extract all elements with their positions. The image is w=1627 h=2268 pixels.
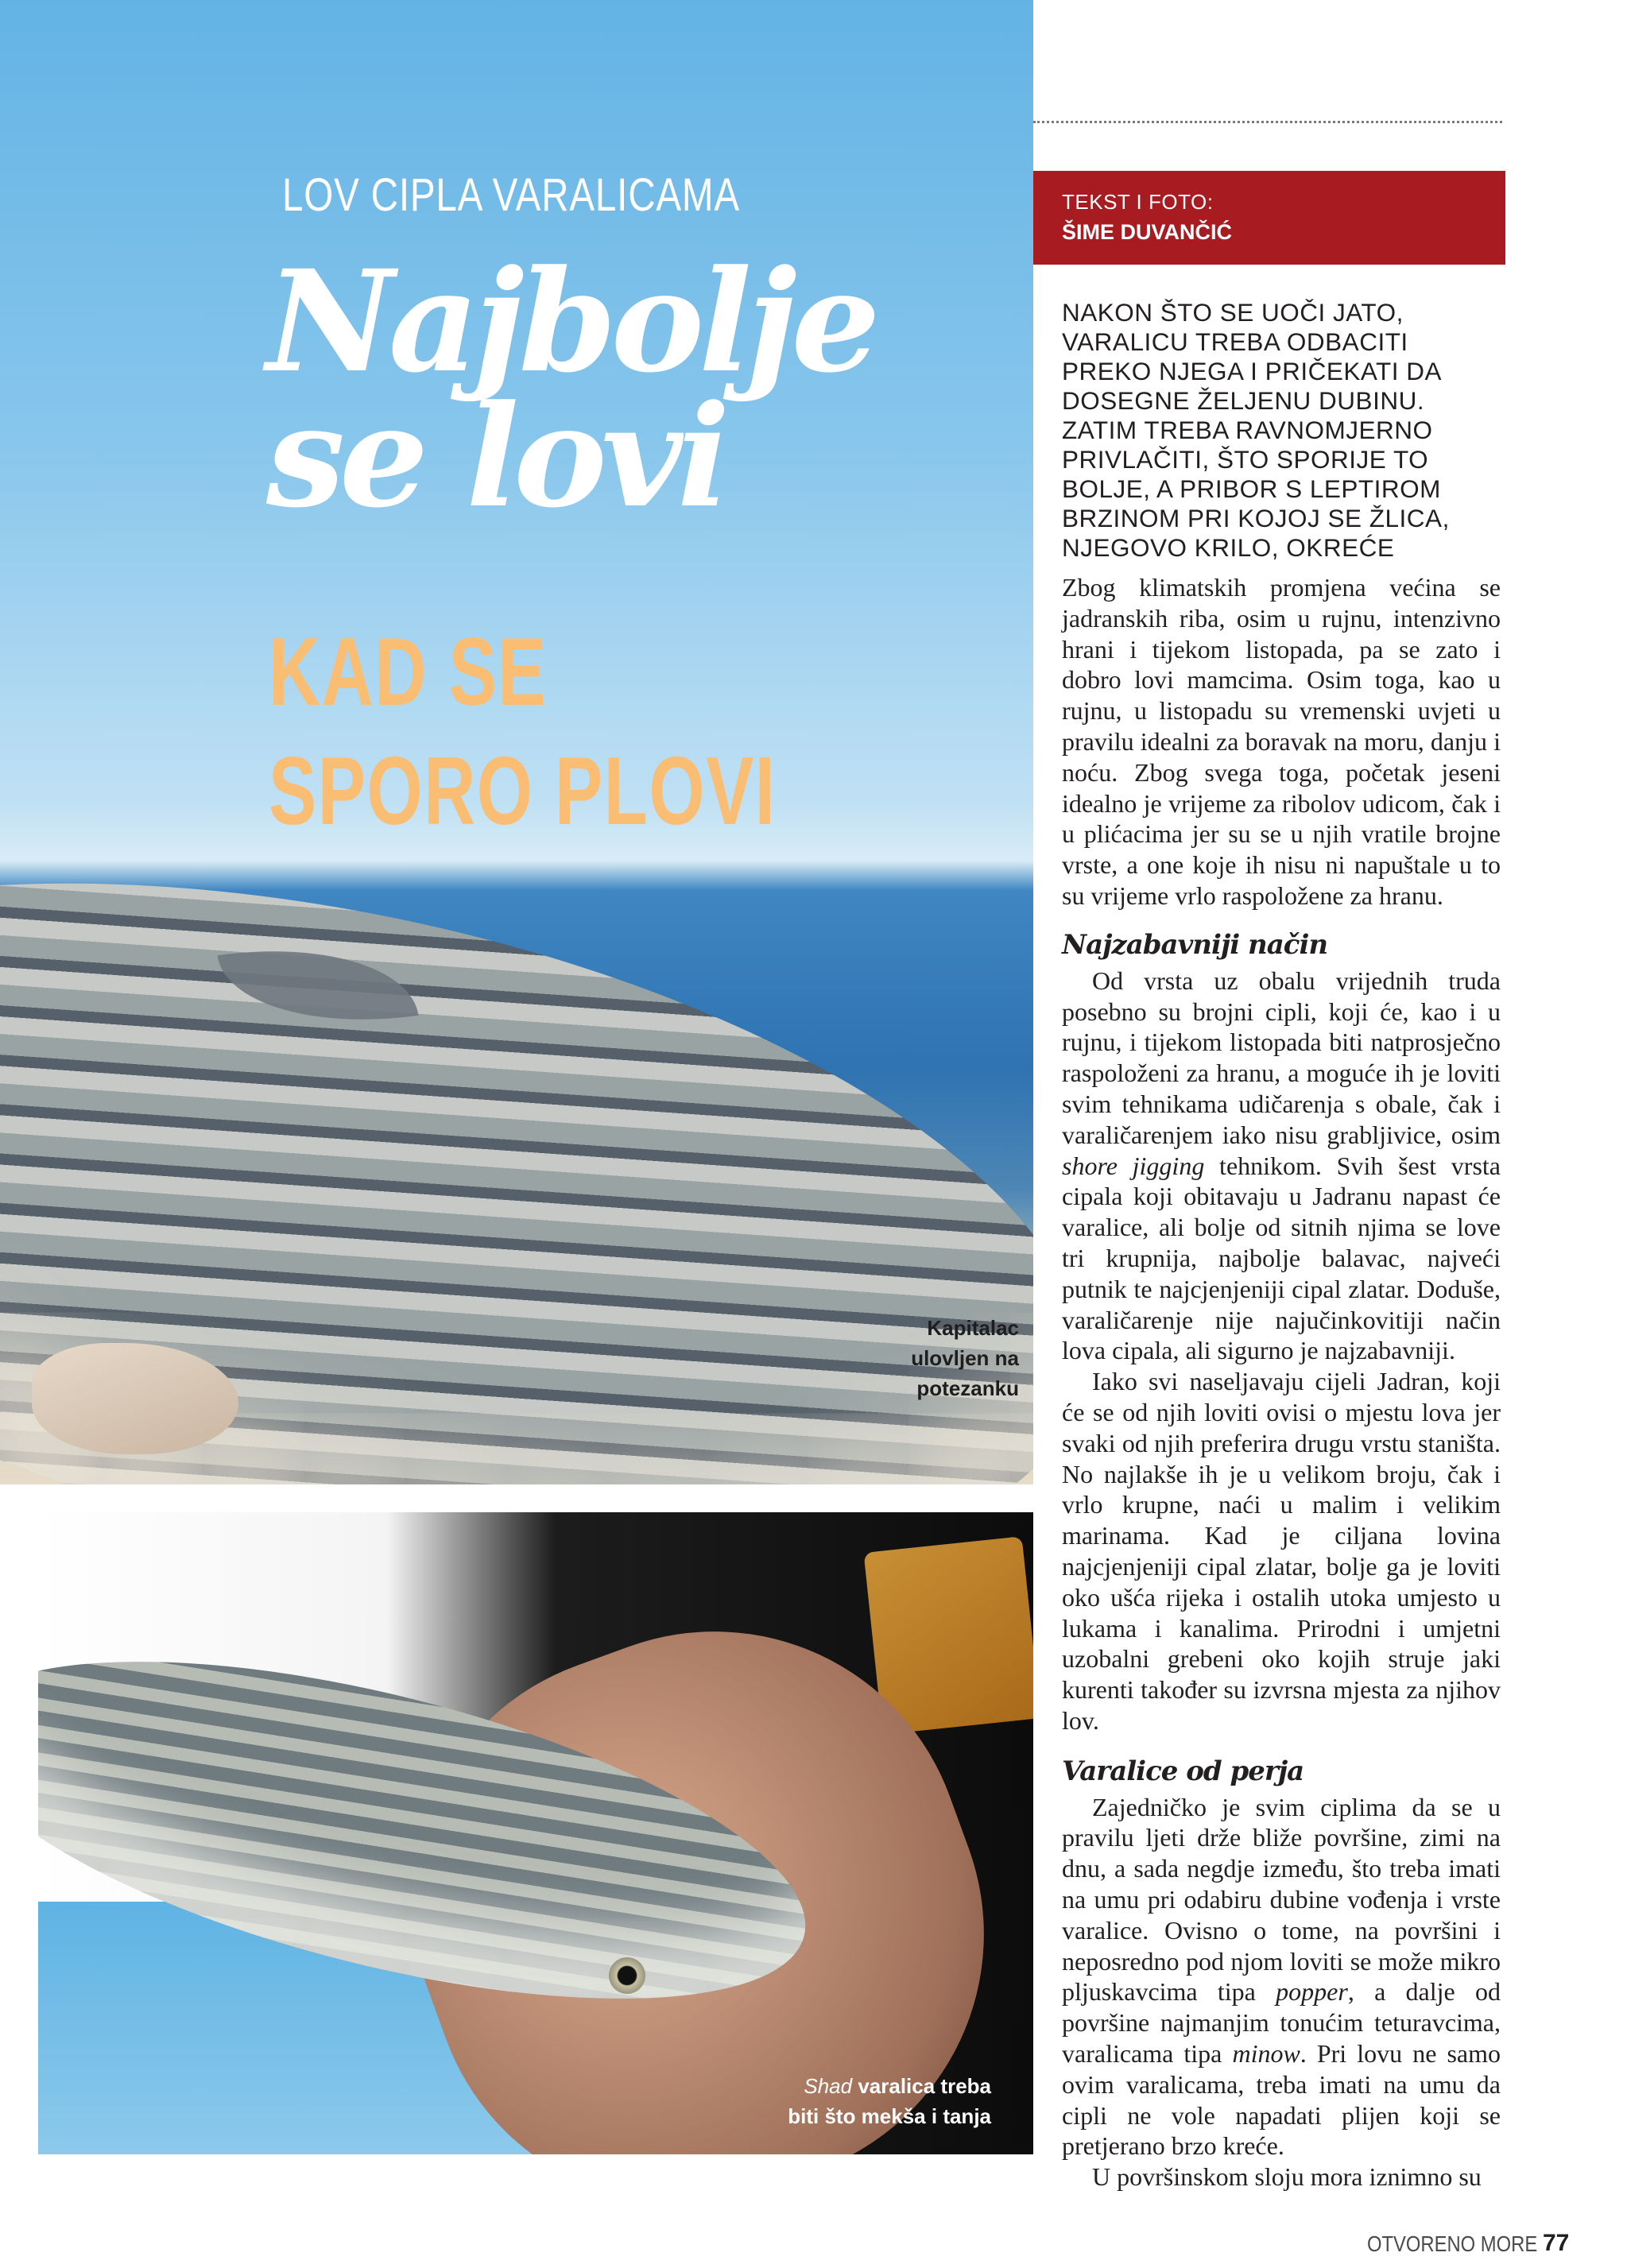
body-paragraph-2 (1062, 966, 1501, 1366)
fish-eye (609, 1957, 645, 1994)
p4-text-c: . Pri lovu ne samo ovim varalicama, treba imati na umu da cipli ne vole napadati plijen koji se pretjerano brzo kreće. (1062, 2039, 1501, 2161)
photo-caption-2 (784, 2071, 991, 2131)
caption-2-italic: Shad (804, 2074, 853, 2098)
byline-box (1033, 171, 1505, 265)
second-photo (38, 1512, 1033, 2154)
p4-italic-2: minow (1232, 2039, 1300, 2069)
p4-italic-1: popper (1276, 1977, 1348, 2007)
caption-2-text: varalica treba biti što mekša i tanja (788, 2074, 991, 2128)
footer-magazine-name: OTVORENO MORE (1367, 2231, 1538, 2256)
subtitle-line-1: KAD SE (269, 617, 547, 726)
subtitle-line-2: SPORO PLOVI (269, 737, 777, 845)
page-number: 77 (1543, 2230, 1570, 2256)
article-subtitle (269, 612, 776, 850)
p2-text-a: Od vrsta uz obalu vrijednih truda posebno su brojni cipli, koji će, kao i u rujnu, i tijekom listopada biti natprosječno raspoloženi za hranu, a moguće ih je loviti svim tehnikama udičarenja s obale, čak i varaličarenjem iako nisu grabljivice, osim (1062, 966, 1501, 1149)
body-paragraph-1: Zbog klimatskih promjena većina se jadranskih riba, osim u rujnu, intenzivno hrani i tijekom listopada, pa se zato i dobro lovi mamcima. Osim toga, kao u rujnu, u listopadu su vremenski uvjeti u pravilu idealni za boravak na moru, danju i noću. Zbog svega toga, početak jeseni idealno je vrijeme za ribolov udicom, čak i u plićacima jer su se u njih vratile brojne vrste, a one koje ih nisu ni napuštale u to su vrijeme vrlo raspoložene za hranu. (1062, 573, 1501, 910)
body-paragraph-3: Iako svi naseljavaju cijeli Jadran, koji će se od njih loviti ovisi o mjestu lova jer svaki od njih preferira drugu vrstu staništa. No najlakše ih je u velikom broju, čak i vrlo krupne, naći u malim i velikim marinama. Kad je ciljana lovina najcjenjeniji cipal zlatar, bolje ga je loviti oko ušća rijeka i ostalih utoka umjesto u lukama i kanalima. Prirodni i umjetni uzobalni grebeni oko kojih struje jaki kurenti također su izvrsna mjesta za njihov lov. (1062, 1367, 1501, 1735)
dotted-divider (1033, 121, 1502, 123)
title-line-1: Najbolje (266, 239, 875, 404)
title-line-2: se lovi (266, 374, 725, 539)
p2-italic: shore jigging (1062, 1151, 1205, 1180)
p4-text-b: , a dalje od površine najmanjim tonućim teturavcima, varalicama tipa (1062, 1977, 1501, 2069)
subheading-1: Najzabavniji način (1062, 928, 1328, 961)
body-column (1062, 572, 1501, 2193)
byline-author: ŠIME DUVANČIĆ (1062, 220, 1233, 244)
article-kicker: LOV CIPLA VARALICAMA (282, 169, 740, 221)
p4-text-a: Zajedničko je svim ciplima da se u pravilu ljeti drže bliže površine, zimi na dnu, a sada negdje između, što treba imati na umu pri odabiru dubine vođenja i vrste varalice. Ovisno o tome, na površini i neposredno pod njom loviti se može mikro pljuskavcima tipa (1062, 1792, 1501, 2007)
body-paragraph-5: U površinskom sloju mora iznimno su (1092, 2162, 1482, 2192)
subheading-2: Varalice od perja (1062, 1755, 1304, 1787)
article-title (266, 239, 875, 539)
body-paragraph-4 (1062, 1792, 1501, 2162)
photo-caption-1: Kapitalac ulovljen na potezanku (911, 1316, 1019, 1400)
p2-text-b: tehnikom. Svih šest vrsta cipala koji obitavaju u Jadranu napast će varalice, ali bolje od sitnih njima se love tri krupnija, najbolje balavac, najveći putnik te najcjenjeniji cipal zlatar. Doduše, varaličarenje nije najučinkovitiji način lova cipala, ali sigurno je najzabavniji. (1062, 1151, 1501, 1365)
lead-paragraph: NAKON ŠTO SE UOČI JATO, VARALICU TREBA ODBACITI PREKO NJEGA I PRIČEKATI DA DOSEGNE ŽELJENU DUBINU. ZATIM TREBA RAVNOMJERNO PRIVLAČITI, ŠTO SPORIJE TO BOLJE, A PRIBOR S LEPTIROM BRZINOM PRI KOJOJ SE ŽLICA, NJEGOVO KRILO, OKREĆE (1062, 298, 1450, 562)
byline-label: TEKST I FOTO: (1062, 190, 1214, 214)
